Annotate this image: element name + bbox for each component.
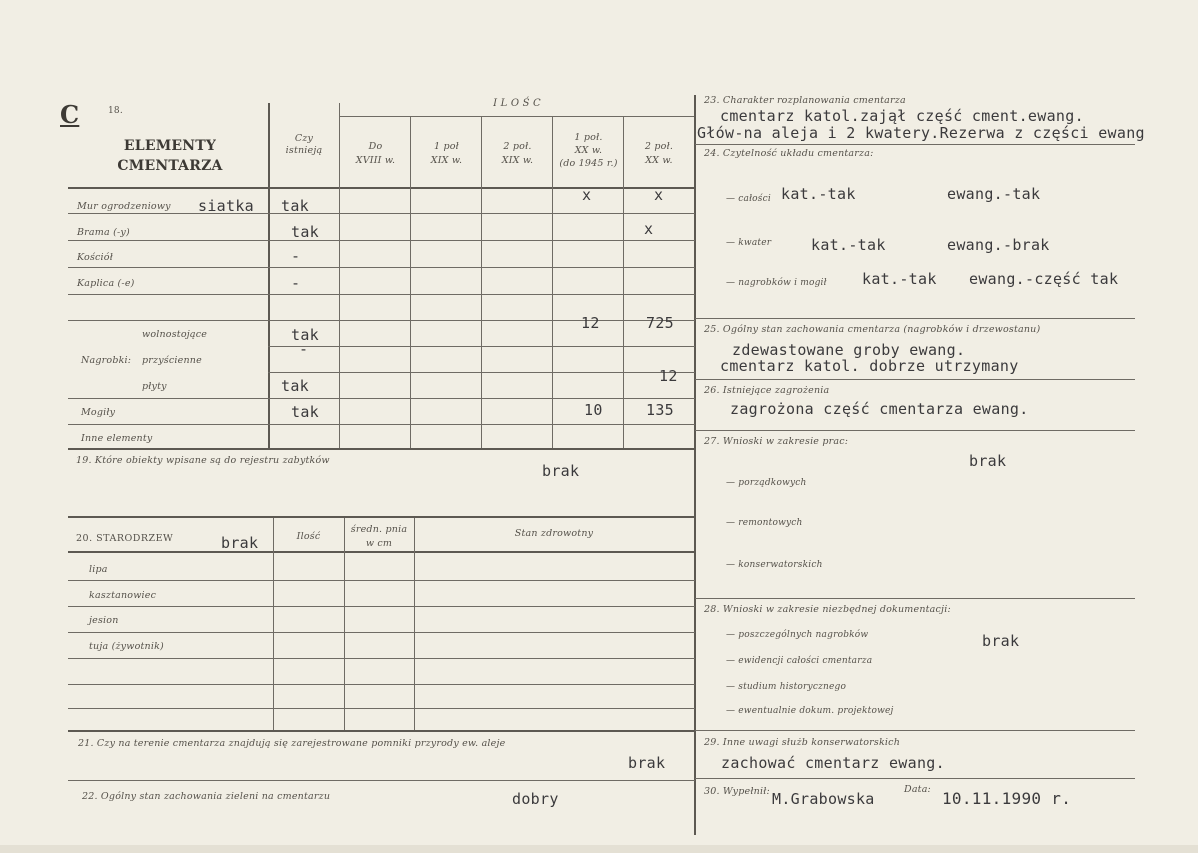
q25-line-1: zdewastowane groby ewang. — [732, 341, 966, 359]
mur-note: siatka — [198, 197, 254, 215]
sheet-bottom-edge — [0, 845, 1198, 853]
q20-bottom-rule — [68, 730, 695, 732]
period-header-2-l1: 1 poł — [434, 141, 459, 152]
przy-exists: - — [299, 340, 309, 358]
row-label-inne: Inne elementy — [81, 433, 153, 444]
table-bottom-rule — [68, 448, 695, 450]
mur-period5: x — [654, 186, 664, 204]
row-label-kosciol: Kościół — [77, 252, 113, 263]
q24-calosci-label: — całości — [726, 194, 771, 204]
page-divider — [694, 95, 696, 835]
section-number: 18. — [108, 106, 123, 116]
tree-row: jesion — [89, 615, 119, 626]
q24-kwater-label: — kwater — [726, 238, 772, 248]
row-label-brama: Brama (-y) — [77, 227, 130, 238]
tree-row: kasztanowiec — [89, 590, 157, 601]
row-label-kaplica: Kaplica (-e) — [77, 278, 135, 289]
q29-bottom-rule — [695, 778, 1135, 779]
wolno-exists: tak — [291, 326, 319, 344]
period-header-4-l2: XX w. — [574, 145, 603, 156]
q24-kwater-kat: kat.-tak — [811, 236, 886, 254]
row-rule-4 — [68, 294, 695, 295]
title-line-2: CMENTARZA — [117, 158, 223, 174]
q30-date-label: Data: — [904, 784, 931, 795]
q20-vline-1 — [273, 518, 274, 730]
section-letter: C — [60, 100, 80, 129]
tree-row: lipa — [89, 564, 108, 575]
q20-col-ilosc: Ilość — [296, 531, 321, 542]
period-header-4-l3: (do 1945 r.) — [559, 158, 618, 169]
q28-item: — poszczególnych nagrobków — [726, 630, 869, 640]
q20-row-rule-5 — [68, 684, 695, 685]
q28-item: — ewentualnie dokum. projektowej — [726, 706, 894, 716]
q20-vline-2 — [344, 518, 345, 730]
mur-period4: x — [582, 186, 592, 204]
header-rule — [68, 187, 695, 189]
kosciol-exists: - — [291, 247, 301, 265]
q23-line-2: Głów-na aleja i 2 kwatery.Rezerwa z części ewang — [697, 124, 1145, 142]
q27-bottom-rule — [695, 598, 1135, 599]
q25-bottom-rule — [695, 379, 1135, 380]
mogily-exists: tak — [291, 403, 319, 421]
row-label-przyscienne: przyścienne — [142, 355, 202, 366]
q27-value: brak — [969, 452, 1007, 470]
q29-label: 29. Inne uwagi służb konserwatorskich — [704, 737, 901, 748]
row-label-mur: Mur ogrodzeniowy — [77, 201, 171, 212]
plyty-period5: 12 — [659, 367, 678, 385]
q20-col-sred-l1: średn. pnia — [350, 524, 408, 535]
q27-item: — konserwatorskich — [726, 560, 823, 570]
period-header-3-l2: XIX w. — [501, 155, 534, 166]
brama-period5: x — [644, 220, 654, 238]
title-line-1: ELEMENTY — [123, 138, 217, 154]
period-header-4-l1: 1 poł. — [574, 132, 603, 143]
q25-line-2: cmentarz katol. dobrze utrzymany — [720, 357, 1019, 375]
q24-label: 24. Czytelność układu cmentarza: — [704, 148, 874, 159]
q20-row-rule-2 — [68, 606, 695, 607]
q20-vline-3 — [414, 518, 415, 730]
row-rule-2 — [68, 240, 695, 241]
tree-row: tuja (żywotnik) — [89, 641, 164, 652]
q19-label: 19. Które obiekty wpisane są do rejestru zabytków — [76, 455, 330, 466]
q20-row-rule-1 — [68, 580, 695, 581]
q28-label: 28. Wnioski w zakresie niezbędnej dokumentacji: — [704, 604, 951, 615]
q24-calosci-ew: ewang.-tak — [947, 185, 1041, 203]
q30-name: M.Grabowska — [772, 790, 875, 808]
q20-col-stan: Stan zdrowotny — [514, 528, 594, 539]
row-rule-9 — [68, 424, 695, 425]
q21-bottom-rule — [68, 780, 695, 781]
row-label-plyty: płyty — [142, 381, 167, 392]
q20-row-rule-6 — [68, 708, 695, 709]
q30-date: 10.11.1990 r. — [942, 789, 1072, 808]
q20-label: 20. STARODRZEW — [76, 533, 174, 544]
table-vline-2 — [339, 103, 340, 448]
ilosc-rule — [340, 116, 694, 117]
q20-row-rule-4 — [68, 658, 695, 659]
q19-value: brak — [542, 462, 580, 480]
q24-nagrobkow-kat: kat.-tak — [862, 270, 937, 288]
col-exists-line2: istnieją — [285, 145, 323, 156]
q26-value: zagrożona część cmentarza ewang. — [730, 400, 1029, 418]
brama-exists: tak — [291, 223, 319, 241]
period-header-5-l2: XX w. — [645, 155, 673, 166]
row-rule-7 — [268, 372, 695, 373]
period-header-1-l2: XVIII w. — [355, 155, 396, 166]
q22-label: 22. Ogólny stan zachowania zieleni na cmentarzu — [82, 791, 331, 802]
q29-value: zachować cmentarz ewang. — [721, 754, 945, 772]
row-rule-8 — [68, 398, 695, 399]
row-label-nagrobki: Nagrobki: — [81, 355, 132, 366]
period-header-3-l1: 2 poł. — [503, 141, 532, 152]
q25-label: 25. Ogólny stan zachowania cmentarza (nagrobków i drzewostanu) — [704, 324, 1041, 335]
mur-exists: tak — [281, 197, 309, 215]
q23-bottom-rule — [695, 144, 1135, 145]
period-header-1-l1: Do — [368, 141, 383, 152]
row-rule-6 — [268, 346, 695, 347]
q24-nagrobkow-ew: ewang.-część tak — [969, 270, 1119, 288]
q20-top-rule — [68, 516, 695, 518]
q28-bottom-rule — [695, 730, 1135, 731]
q27-label: 27. Wnioski w zakresie prac: — [704, 436, 849, 447]
q20-col-sred-l2: w cm — [365, 538, 393, 549]
table-vline-1 — [268, 103, 270, 448]
q22-value: dobry — [512, 790, 559, 808]
q27-item: — remontowych — [726, 518, 803, 528]
q20-header-rule — [68, 551, 695, 553]
row-label-mogily: Mogiły — [81, 407, 116, 418]
plyty-exists: tak — [281, 377, 309, 395]
q28-item: — studium historycznego — [726, 682, 847, 692]
q24-kwater-ew: ewang.-brak — [947, 236, 1050, 254]
kaplica-exists: - — [291, 274, 301, 292]
ilosc-header: I L O Ś C — [493, 98, 541, 109]
q28-item: — ewidencji całości cmentarza — [726, 656, 873, 666]
q24-nagrobkow-label: — nagrobków i mogił — [726, 278, 827, 288]
mogily-period4: 10 — [584, 401, 603, 419]
period-header-2-l2: XIX w. — [430, 155, 463, 166]
q23-label: 23. Charakter rozplanowania cmentarza — [704, 95, 906, 106]
row-label-wolnostojace: wolnostojące — [142, 329, 208, 340]
row-rule-3 — [68, 267, 695, 268]
period-header-5-l1: 2 poł. — [644, 141, 674, 152]
q20-row-rule-3 — [68, 632, 695, 633]
row-rule-5 — [68, 320, 695, 321]
q21-label: 21. Czy na terenie cmentarza znajdują się zarejestrowane pomniki przyrody ew. aleje — [78, 738, 506, 749]
q23-line-1: cmentarz katol.zajął część cment.ewang. — [720, 107, 1084, 125]
q21-value: brak — [628, 754, 666, 772]
q26-bottom-rule — [695, 430, 1135, 431]
wolno-period4: 12 — [581, 314, 600, 332]
row-rule-1 — [68, 213, 695, 214]
wolno-period5: 725 — [646, 314, 674, 332]
q24-bottom-rule — [695, 318, 1135, 319]
q28-value: brak — [982, 632, 1020, 650]
q26-label: 26. Istniejące zagrożenia — [704, 385, 830, 396]
q20-value: brak — [221, 534, 259, 552]
q27-item: — porządkowych — [726, 478, 807, 488]
mogily-period5: 135 — [646, 401, 674, 419]
col-exists-line1: Czy — [294, 133, 314, 144]
q24-calosci-kat: kat.-tak — [781, 185, 856, 203]
q30-label: 30. Wypełnił: — [704, 786, 770, 797]
